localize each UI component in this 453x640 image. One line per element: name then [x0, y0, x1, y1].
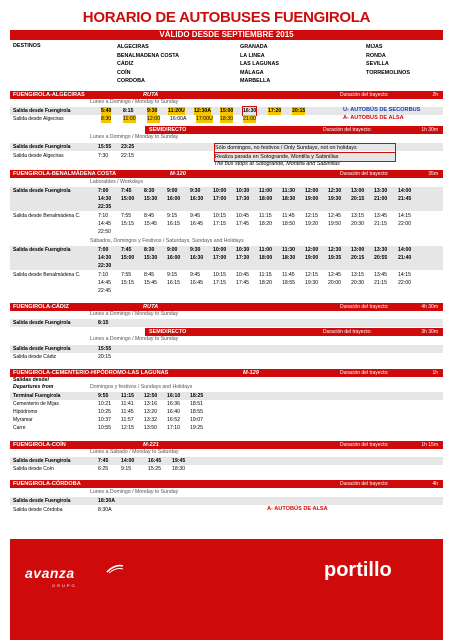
- departure-time: 9:15: [167, 272, 178, 278]
- row-label: Salida desde Fuengirola: [13, 320, 71, 326]
- departure-time: 8:30: [144, 247, 155, 253]
- duration-value: 4h: [432, 481, 438, 487]
- departure-time: 18:20: [259, 221, 272, 227]
- departure-time: 23:25: [121, 144, 135, 150]
- departure-time: 16:40: [167, 409, 180, 415]
- departure-time: 17:20: [268, 108, 282, 114]
- row-label: Salida desde Coín: [13, 466, 54, 472]
- departure-time: 12:00: [147, 116, 160, 122]
- section-name: FUENGIROLA-COÍN: [13, 442, 66, 448]
- departure-time: 9:55: [98, 393, 109, 399]
- duration-value: 1h 15m: [421, 442, 438, 448]
- departure-time: 15:45: [144, 221, 157, 227]
- departure-time: 10:55: [98, 425, 111, 431]
- duration-value: 1h: [432, 370, 438, 376]
- salidas-label: Salidas desde/: [13, 377, 50, 383]
- section-name: FUENGIROLA-ALGECIRAS: [13, 92, 85, 98]
- duration-value: 35m: [428, 171, 438, 177]
- departure-time: 12:00: [305, 188, 319, 194]
- destination: MARBELLA: [240, 78, 271, 85]
- departure-time: 10:37: [98, 417, 111, 423]
- departure-time: 13:00: [351, 247, 365, 253]
- departure-time: 16:15: [167, 280, 180, 286]
- destinations-block: [10, 42, 443, 90]
- departure-time: 8:15: [123, 108, 134, 114]
- departure-time: 20:15: [351, 255, 365, 261]
- destination: BENALMADENA COSTA: [117, 52, 179, 59]
- row-label: Salida desde Fuengirola: [13, 108, 71, 114]
- departure-time: 22:00: [398, 221, 411, 227]
- departure-time: 16:45: [190, 280, 203, 286]
- destination: COÍN: [117, 69, 131, 76]
- route-type: M-120: [170, 171, 186, 177]
- departure-time: 15:55: [98, 346, 112, 352]
- departure-time: 7:10: [98, 272, 109, 278]
- departure-time: 22:15: [121, 153, 134, 159]
- departure-time: 21:00: [243, 116, 256, 122]
- destinations-col-2: [240, 43, 279, 86]
- departure-time: 14:15: [398, 213, 411, 219]
- destination: GRANADA: [240, 44, 268, 50]
- departure-time: 16:00A: [170, 116, 187, 122]
- destination: MÁLAGA: [240, 69, 264, 76]
- departure-time: 20:30: [351, 221, 364, 227]
- departure-time: 11:30: [282, 247, 295, 253]
- departure-time: 10:00: [213, 247, 227, 253]
- departure-time: 21:45: [398, 196, 412, 202]
- table-row: [10, 400, 443, 408]
- departure-time: 15:30: [144, 196, 158, 202]
- section-header-cadiz: [10, 303, 443, 311]
- departure-time: 19:50: [328, 221, 341, 227]
- frequency-label: Lunes a Domingo / Monday to Sunday: [90, 99, 179, 105]
- section-header-coin: [10, 441, 443, 449]
- departure-time: 11:45: [121, 409, 134, 415]
- departure-time: 13:00: [351, 188, 365, 194]
- departure-time: 7:55: [121, 213, 132, 219]
- departure-time: 13:16: [144, 401, 157, 407]
- semidirect-header: [145, 328, 443, 336]
- departure-time: 9:30: [190, 188, 201, 194]
- frequency-label: Lunes a Domingo / Monday to Sunday: [90, 311, 179, 317]
- duration-label: Duración del trayecto:: [340, 304, 389, 310]
- note-sundays-only: Sólo domingos, no festivos / Only Sundays, not on holidays: [214, 143, 396, 153]
- section-name: FUENGIROLA-BENALMÁDENA COSTA: [13, 171, 117, 177]
- departure-time: 12:30: [328, 188, 342, 194]
- departure-time: 17:10: [167, 425, 180, 431]
- duration-label: Duración del trayecto:: [340, 481, 389, 487]
- departure-time: 17:00: [213, 255, 227, 261]
- row-label: Salida desde Fuengirola: [13, 458, 71, 464]
- note-stops: Realiza parada en Sotogrande, Montilla y Sabinillas: [214, 152, 396, 162]
- departure-time: 7:10: [98, 213, 109, 219]
- row-label: Salida desde Benalmádena C.: [13, 272, 81, 278]
- frequency-label: Sábados, Domingos y Festivos / Saturdays, Sundays and Holidays: [90, 238, 244, 244]
- section-name: FUENGIROLA-CÓRDOBA: [13, 481, 81, 487]
- table-row: [10, 271, 443, 279]
- destination: CORDOBA: [117, 78, 145, 85]
- duration-label: Duración del trayecto:: [323, 127, 372, 133]
- departure-time: 12:45: [328, 213, 341, 219]
- departure-time: 18:30: [282, 196, 296, 202]
- departure-time: 14:00: [398, 188, 412, 194]
- departure-time: 17:45: [236, 280, 249, 286]
- duration-label: Duración del trayecto:: [340, 442, 389, 448]
- departure-time: 14:00: [121, 458, 135, 464]
- departure-time: 16:15: [167, 221, 180, 227]
- departure-time: 9:30: [147, 108, 158, 114]
- departure-time: 12:15: [305, 272, 318, 278]
- page-title: HORARIO DE AUTOBUSES FUENGIROLA: [82, 9, 371, 26]
- departure-time: 11:41: [121, 401, 134, 407]
- departure-time: 19:45: [172, 458, 186, 464]
- table-row: [10, 345, 443, 353]
- departure-time: 18:55: [190, 409, 203, 415]
- table-row: [10, 392, 443, 400]
- row-label: Salida desde Algeciras: [13, 116, 64, 122]
- table-row: [10, 287, 443, 295]
- legend-alsa: A- AUTOBÚS DE ALSA: [267, 506, 328, 512]
- table-row: [10, 195, 443, 203]
- departure-time: 17:30: [236, 196, 250, 202]
- departure-time: 10:30: [236, 188, 250, 194]
- section-header-cordoba: [10, 480, 443, 488]
- avanza-logo-sub: GRUPO: [52, 583, 77, 588]
- destinations-col-3: [366, 43, 410, 77]
- stop-name: Terminal Fuengirola: [13, 393, 61, 399]
- departure-time: 7:45: [121, 247, 132, 253]
- table-row: [10, 262, 443, 270]
- departure-time: 9:15: [121, 466, 132, 472]
- destination: TORREMOLINOS: [366, 69, 410, 76]
- row-label: Salida desde Fuengirola: [13, 346, 71, 352]
- departure-time: 21:00: [374, 196, 388, 202]
- row-label: Salida desde Cádiz: [13, 354, 57, 360]
- departure-time: 13:30: [374, 188, 388, 194]
- destination: SEVILLA: [366, 61, 389, 68]
- departure-time: 8:45: [144, 213, 155, 219]
- departure-time: 11:45: [282, 272, 295, 278]
- departure-time: 20:55: [374, 255, 388, 261]
- departure-time: 12:15: [121, 425, 134, 431]
- departure-time: 17:30: [236, 255, 250, 261]
- departure-time: 20:15: [351, 196, 365, 202]
- departure-time: 12:30A: [194, 108, 212, 114]
- route-type: M-221: [143, 442, 159, 448]
- frequency-label: Lunes a Domingo / Monday to Sunday: [90, 336, 179, 342]
- departure-time: 19:00: [305, 255, 319, 261]
- frequency-label: Lunes a Domingo / Monday to Sunday: [90, 489, 179, 495]
- row-label: Salida desde Algeciras: [13, 153, 64, 159]
- section-name: FUENGIROLA-CEMENTERIO-HIPÓDROMO-LAS LAGUNAS: [13, 370, 169, 376]
- destination: RONDA: [366, 52, 386, 59]
- departure-time: 10:45: [236, 213, 249, 219]
- destination: LAS LAGUNAS: [240, 61, 279, 68]
- departure-time: 22:45: [98, 288, 111, 294]
- table-row: [10, 465, 443, 473]
- duration-value: 1h 30m: [421, 127, 438, 133]
- departure-time: 19:25: [190, 425, 203, 431]
- departure-time: 15:25: [148, 466, 161, 472]
- table-row: [10, 424, 443, 432]
- departure-time: 19:20: [305, 221, 318, 227]
- stop-name: Cementerio de Mijas: [13, 401, 59, 407]
- legend-alsa: A- AUTOBUS DE ALSA: [343, 115, 404, 121]
- departure-time: 19:00: [305, 196, 319, 202]
- departure-time: 13:20: [144, 409, 157, 415]
- departure-time: 10:21: [98, 401, 111, 407]
- section-header-algeciras: [10, 91, 443, 99]
- departure-time: 11:00: [259, 247, 272, 253]
- departure-time: 12:45: [328, 272, 341, 278]
- departure-time: 10:45: [236, 272, 249, 278]
- departure-time: 9:00: [167, 247, 178, 253]
- departure-time: 21:15: [374, 221, 387, 227]
- departure-time: 7:00: [98, 188, 109, 194]
- departure-time: 13:45: [374, 272, 387, 278]
- footer-banner: [10, 539, 443, 640]
- departure-time: 15:00: [121, 196, 135, 202]
- departure-time: 17:00U: [196, 116, 213, 122]
- destination: CÁDIZ: [117, 61, 134, 68]
- departure-time: 10:15: [213, 272, 226, 278]
- departure-time: 20:30: [351, 280, 364, 286]
- stop-name: Myramar: [13, 417, 33, 423]
- duration-value: 4h 30m: [421, 304, 438, 310]
- section-header-benalmadena: [10, 170, 443, 178]
- departure-time: 8:30: [144, 188, 155, 194]
- duration-label: Duración del trayecto:: [340, 92, 389, 98]
- departure-time: 20:15: [98, 354, 111, 360]
- legend-secorbus: U- AUTOBÚS DE SECORBUS: [343, 107, 421, 113]
- departure-time: 11:00: [123, 116, 136, 122]
- duration-label: Duración del trayecto:: [323, 329, 372, 335]
- route-type: M-129: [243, 370, 259, 376]
- table-row: [10, 506, 443, 514]
- departure-time: 10:15: [213, 213, 226, 219]
- departure-time: 7:45: [121, 188, 132, 194]
- departure-time: 12:50: [144, 393, 158, 399]
- departure-time: 13:50: [144, 425, 157, 431]
- departure-time: 14:45: [98, 280, 111, 286]
- validity-banner: VÁLIDO DESDE SEPTIEMBRE 2015: [10, 30, 443, 40]
- departure-time: 22:00: [398, 280, 411, 286]
- departure-time: 18:30: [282, 255, 296, 261]
- row-label: Salida desde Córdoba: [13, 507, 63, 513]
- departure-time: 8:45: [144, 272, 155, 278]
- departure-time: 15:00: [121, 255, 135, 261]
- duration-value: 3h 30m: [421, 329, 438, 335]
- route-type: SEMIDIRECTO: [149, 127, 187, 133]
- departure-time: 13:15: [351, 213, 364, 219]
- departure-time: 13:45: [374, 213, 387, 219]
- departure-time: 18:25: [190, 393, 204, 399]
- departure-time: 7:00: [98, 247, 109, 253]
- departure-time: 10:30: [236, 247, 250, 253]
- departure-time: 7:55: [121, 272, 132, 278]
- portillo-logo: portillo: [324, 559, 392, 581]
- departure-time: 19:30: [305, 280, 318, 286]
- departure-time: 18:55: [282, 280, 295, 286]
- departure-time: 16:45: [148, 458, 162, 464]
- departure-time: 13:15: [351, 272, 364, 278]
- table-row: [10, 203, 443, 211]
- table-row: [10, 457, 443, 465]
- departure-time: 19:35: [328, 255, 342, 261]
- departure-time: 9:45: [190, 213, 201, 219]
- row-label: Salida desde Benalmádena C.: [13, 213, 81, 219]
- stop-name: Carre: [13, 425, 26, 431]
- stop-name: Hipódromo: [13, 409, 38, 415]
- departures-label: Departures from: [13, 384, 54, 390]
- departure-time: 18:30: [220, 116, 233, 122]
- table-row: [10, 187, 443, 195]
- departure-time: 15:45: [144, 280, 157, 286]
- departure-time: 12:00: [305, 247, 319, 253]
- departure-time: 16:52: [167, 417, 180, 423]
- duration-label: Duración del trayecto:: [340, 171, 389, 177]
- departure-time: 6:25: [98, 466, 109, 472]
- semidirect-bar-algeciras: [10, 126, 443, 134]
- route-type: SEMIDIRECTO: [149, 329, 187, 335]
- avanza-logo: avanza: [25, 565, 75, 581]
- departure-time: 15:30: [144, 255, 158, 261]
- departure-time: 11:20U: [168, 108, 185, 114]
- departure-time: 11:15: [259, 272, 272, 278]
- departure-time: 13:32: [144, 417, 157, 423]
- destination: MIJAS: [366, 44, 383, 50]
- departure-time: 15:00: [220, 108, 234, 114]
- departure-time: 12:15: [305, 213, 318, 219]
- departure-time: 17:45: [236, 221, 249, 227]
- departure-time: 14:15: [398, 272, 411, 278]
- row-label: Salida desde Fuengirola: [13, 498, 71, 504]
- semidirect-header: [145, 126, 443, 134]
- departure-time: 15:15: [121, 280, 134, 286]
- departure-time: 11:15: [121, 393, 134, 399]
- duration-label: Duración del trayecto:: [340, 370, 389, 376]
- departure-time: 8:30: [101, 116, 112, 122]
- departure-time: 9:15: [167, 213, 178, 219]
- section-name: FUENGIROLA-CÁDIZ: [13, 304, 69, 310]
- table-row: [10, 408, 443, 416]
- table-row: [10, 220, 443, 228]
- departure-time: 5:40: [101, 108, 112, 114]
- departure-time: 18:20: [259, 280, 272, 286]
- departure-time: 18:30: [172, 466, 185, 472]
- departure-time: 17:00: [213, 196, 227, 202]
- departure-time: 14:45: [98, 221, 111, 227]
- table-row: [10, 353, 443, 361]
- row-label: Salida desde Fuengirola: [13, 247, 71, 253]
- departure-time: 16:30: [190, 196, 204, 202]
- departure-time: 17:15: [213, 221, 226, 227]
- departure-time: 11:45: [282, 213, 295, 219]
- departure-time: 11:15: [259, 213, 272, 219]
- row-label: Salida desde Fuengirola: [13, 144, 71, 150]
- departure-time: 13:30: [374, 247, 388, 253]
- departure-time: 14:30: [98, 196, 112, 202]
- departure-time: 16:00: [167, 196, 181, 202]
- departure-time: 19:30: [328, 196, 342, 202]
- table-row: [10, 246, 443, 254]
- table-row: [10, 279, 443, 287]
- destinations-col-1: [117, 43, 179, 86]
- departure-time: 8:30A: [98, 507, 112, 513]
- departure-time: 12:30: [328, 247, 342, 253]
- departure-time: 21:40: [398, 255, 412, 261]
- table-row: [10, 212, 443, 220]
- route-type: RUTA: [143, 92, 159, 98]
- destination: LA LINEA: [240, 52, 265, 59]
- departure-time: 7:30: [98, 153, 109, 159]
- duration-value: 2h: [432, 92, 438, 98]
- departure-time: 18:50: [282, 221, 295, 227]
- row-label: Salida desde Fuengirola: [13, 188, 71, 194]
- departure-time: 16:45: [190, 221, 203, 227]
- departure-time: 9:00: [167, 188, 178, 194]
- table-row: [10, 228, 443, 236]
- departure-time: 18:00: [259, 255, 273, 261]
- departure-time: 10:00: [213, 188, 227, 194]
- departure-time: 9:45: [190, 272, 201, 278]
- departure-time: 18:00: [259, 196, 273, 202]
- departure-time: 16:00: [167, 255, 181, 261]
- route-type: RUTA: [143, 304, 159, 310]
- departure-time: 14:00: [398, 247, 412, 253]
- avanza-swoosh-icon: [106, 564, 124, 574]
- departure-time: 16:10: [167, 393, 181, 399]
- table-row: [10, 319, 443, 327]
- departure-time: 20:00: [328, 280, 341, 286]
- departure-time: 20:15: [292, 108, 306, 114]
- departure-time: 8:15: [98, 320, 109, 326]
- frequency-label: Laborables / Workdays: [90, 179, 143, 185]
- table-row: [10, 254, 443, 262]
- departure-time: 7:45: [98, 458, 109, 464]
- departure-time: 17:15: [213, 280, 226, 286]
- note-stops-en: The bus stops at Sotogrande, Montilla and Sabinillas: [214, 161, 340, 167]
- departure-time: 16:36: [167, 401, 180, 407]
- departure-time: 14:30: [98, 255, 112, 261]
- departure-time: 22:30: [98, 263, 112, 269]
- departure-time: 10:25: [98, 409, 111, 415]
- frequency-label: Lunes a Domingo / Monday to Sunday: [90, 134, 179, 140]
- departure-time: 15:55: [98, 144, 112, 150]
- destinations-label: DESTINOS: [13, 43, 41, 49]
- departure-time: 16:30: [190, 255, 204, 261]
- departure-time: 11:00: [259, 188, 272, 194]
- departure-time: 11:30: [282, 188, 295, 194]
- section-header-las-lagunas: [10, 369, 443, 377]
- table-row: [10, 416, 443, 424]
- departure-time: 18:51: [190, 401, 203, 407]
- departure-time: 16:30: [243, 108, 257, 114]
- departure-time: 21:15: [374, 280, 387, 286]
- departure-time: 22:35: [98, 204, 112, 210]
- departure-time: 9:30: [190, 247, 201, 253]
- table-row: [10, 497, 443, 505]
- departure-time: 22:50: [98, 229, 111, 235]
- frequency-label: Domingos y festivos / Sundays and Holidays: [90, 384, 193, 390]
- departure-time: 15:15: [121, 221, 134, 227]
- departure-time: 19:07: [190, 417, 203, 423]
- frequency-label: Lunes a Sábado / Monday to Saturday: [90, 449, 179, 455]
- departure-time: 18:30A: [98, 498, 116, 504]
- departure-time: 11:57: [121, 417, 134, 423]
- destination: ALGECIRAS: [117, 44, 149, 50]
